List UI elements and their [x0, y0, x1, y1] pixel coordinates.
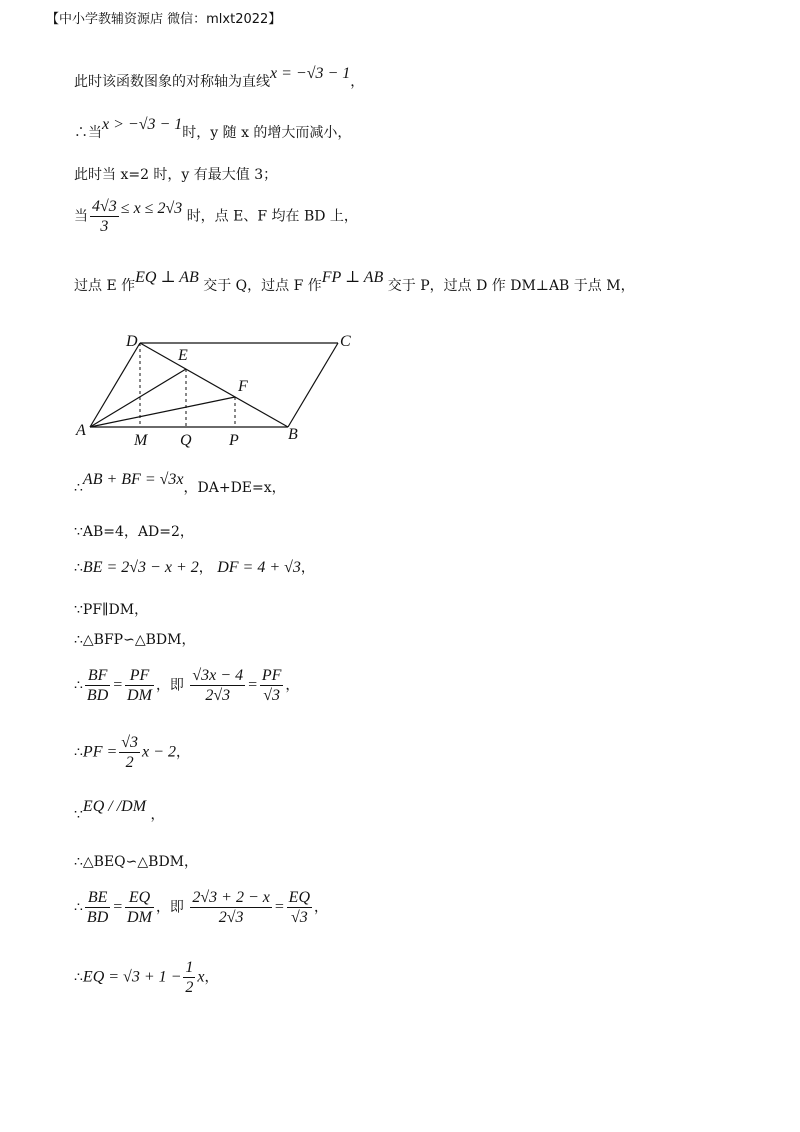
line-similar-1: ∴△BFP∽△BDM，	[74, 632, 196, 648]
label-P: P	[229, 432, 239, 449]
segment-AE	[90, 369, 186, 427]
line-given: ∵AB=4，AD=2，	[74, 524, 194, 540]
line-similar-2: ∴△BEQ∽△BDM，	[74, 854, 199, 870]
label-Q: Q	[180, 432, 192, 449]
line-ratio-1: ∴ $\frac{BF}{BD}$ = $\frac{PF}{DM}$ ，即 $\frac{√3x - 4}{2√3}$ = $\frac{PF}{√3}$ ，	[74, 667, 300, 704]
label-D: D	[126, 333, 138, 350]
segment-AF	[90, 397, 235, 427]
line-sum-relation: ∴AB + BF = √3x，DA+DE=x，	[74, 471, 286, 496]
segment-DA	[90, 343, 140, 427]
label-E: E	[178, 347, 188, 364]
label-C: C	[340, 333, 351, 350]
segment-DB	[140, 343, 288, 427]
label-B: B	[288, 426, 298, 443]
label-F: F	[238, 378, 248, 395]
line-parallel-2: ∵EQ / /DM ，	[74, 798, 165, 823]
label-A: A	[76, 422, 86, 439]
label-M: M	[134, 432, 148, 449]
page-header: 【中小学教辅资源店 微信：mlxt2022】	[46, 12, 282, 27]
fraction: $\frac{4√3}{3}$	[92, 198, 117, 235]
line-EQ-value: ∴EQ = √3 + 1 − $\frac{1}{2}$ x，	[74, 959, 219, 996]
line-decreasing: ∴当x > −√3 − 1时，y 随 x 的增大而减小，	[74, 116, 352, 141]
line-range-condition: 当 $\frac{4√3}{3}$ ≤ x ≤ 2√3 时，点 E、F 均在 BD 上，	[74, 198, 358, 235]
segment-CB	[288, 343, 338, 427]
line-max-value: 此时当 x=2 时，y 有最大值 3；	[74, 167, 278, 183]
equation: x = −√3 − 1	[270, 65, 351, 82]
geometry-figure	[70, 325, 370, 455]
line-lengths: ∴BE = 2√3 − x + 2， DF = 4 + √3，	[74, 559, 315, 576]
inequality: x > −√3 − 1	[102, 116, 183, 133]
line-parallel: ∵PF∥DM，	[74, 602, 149, 618]
line-construction: 过点 E 作EQ ⊥ AB 交于 Q，过点 F 作FP ⊥ AB 交于 P，过点 D 作 DM⊥AB 于点 M，	[74, 269, 635, 294]
line-PF-value: ∴PF = $\frac{√3}{2}$ x − 2，	[74, 734, 190, 771]
line-ratio-2: ∴ $\frac{BE}{BD}$ = $\frac{EQ}{DM}$ ，即 $\frac{2√3 + 2 - x}{2√3}$ = $\frac{EQ}{√3}$ ，	[74, 889, 328, 926]
line-axis-of-symmetry: 此时该函数图象的对称轴为直线x = −√3 − 1，	[74, 65, 365, 90]
